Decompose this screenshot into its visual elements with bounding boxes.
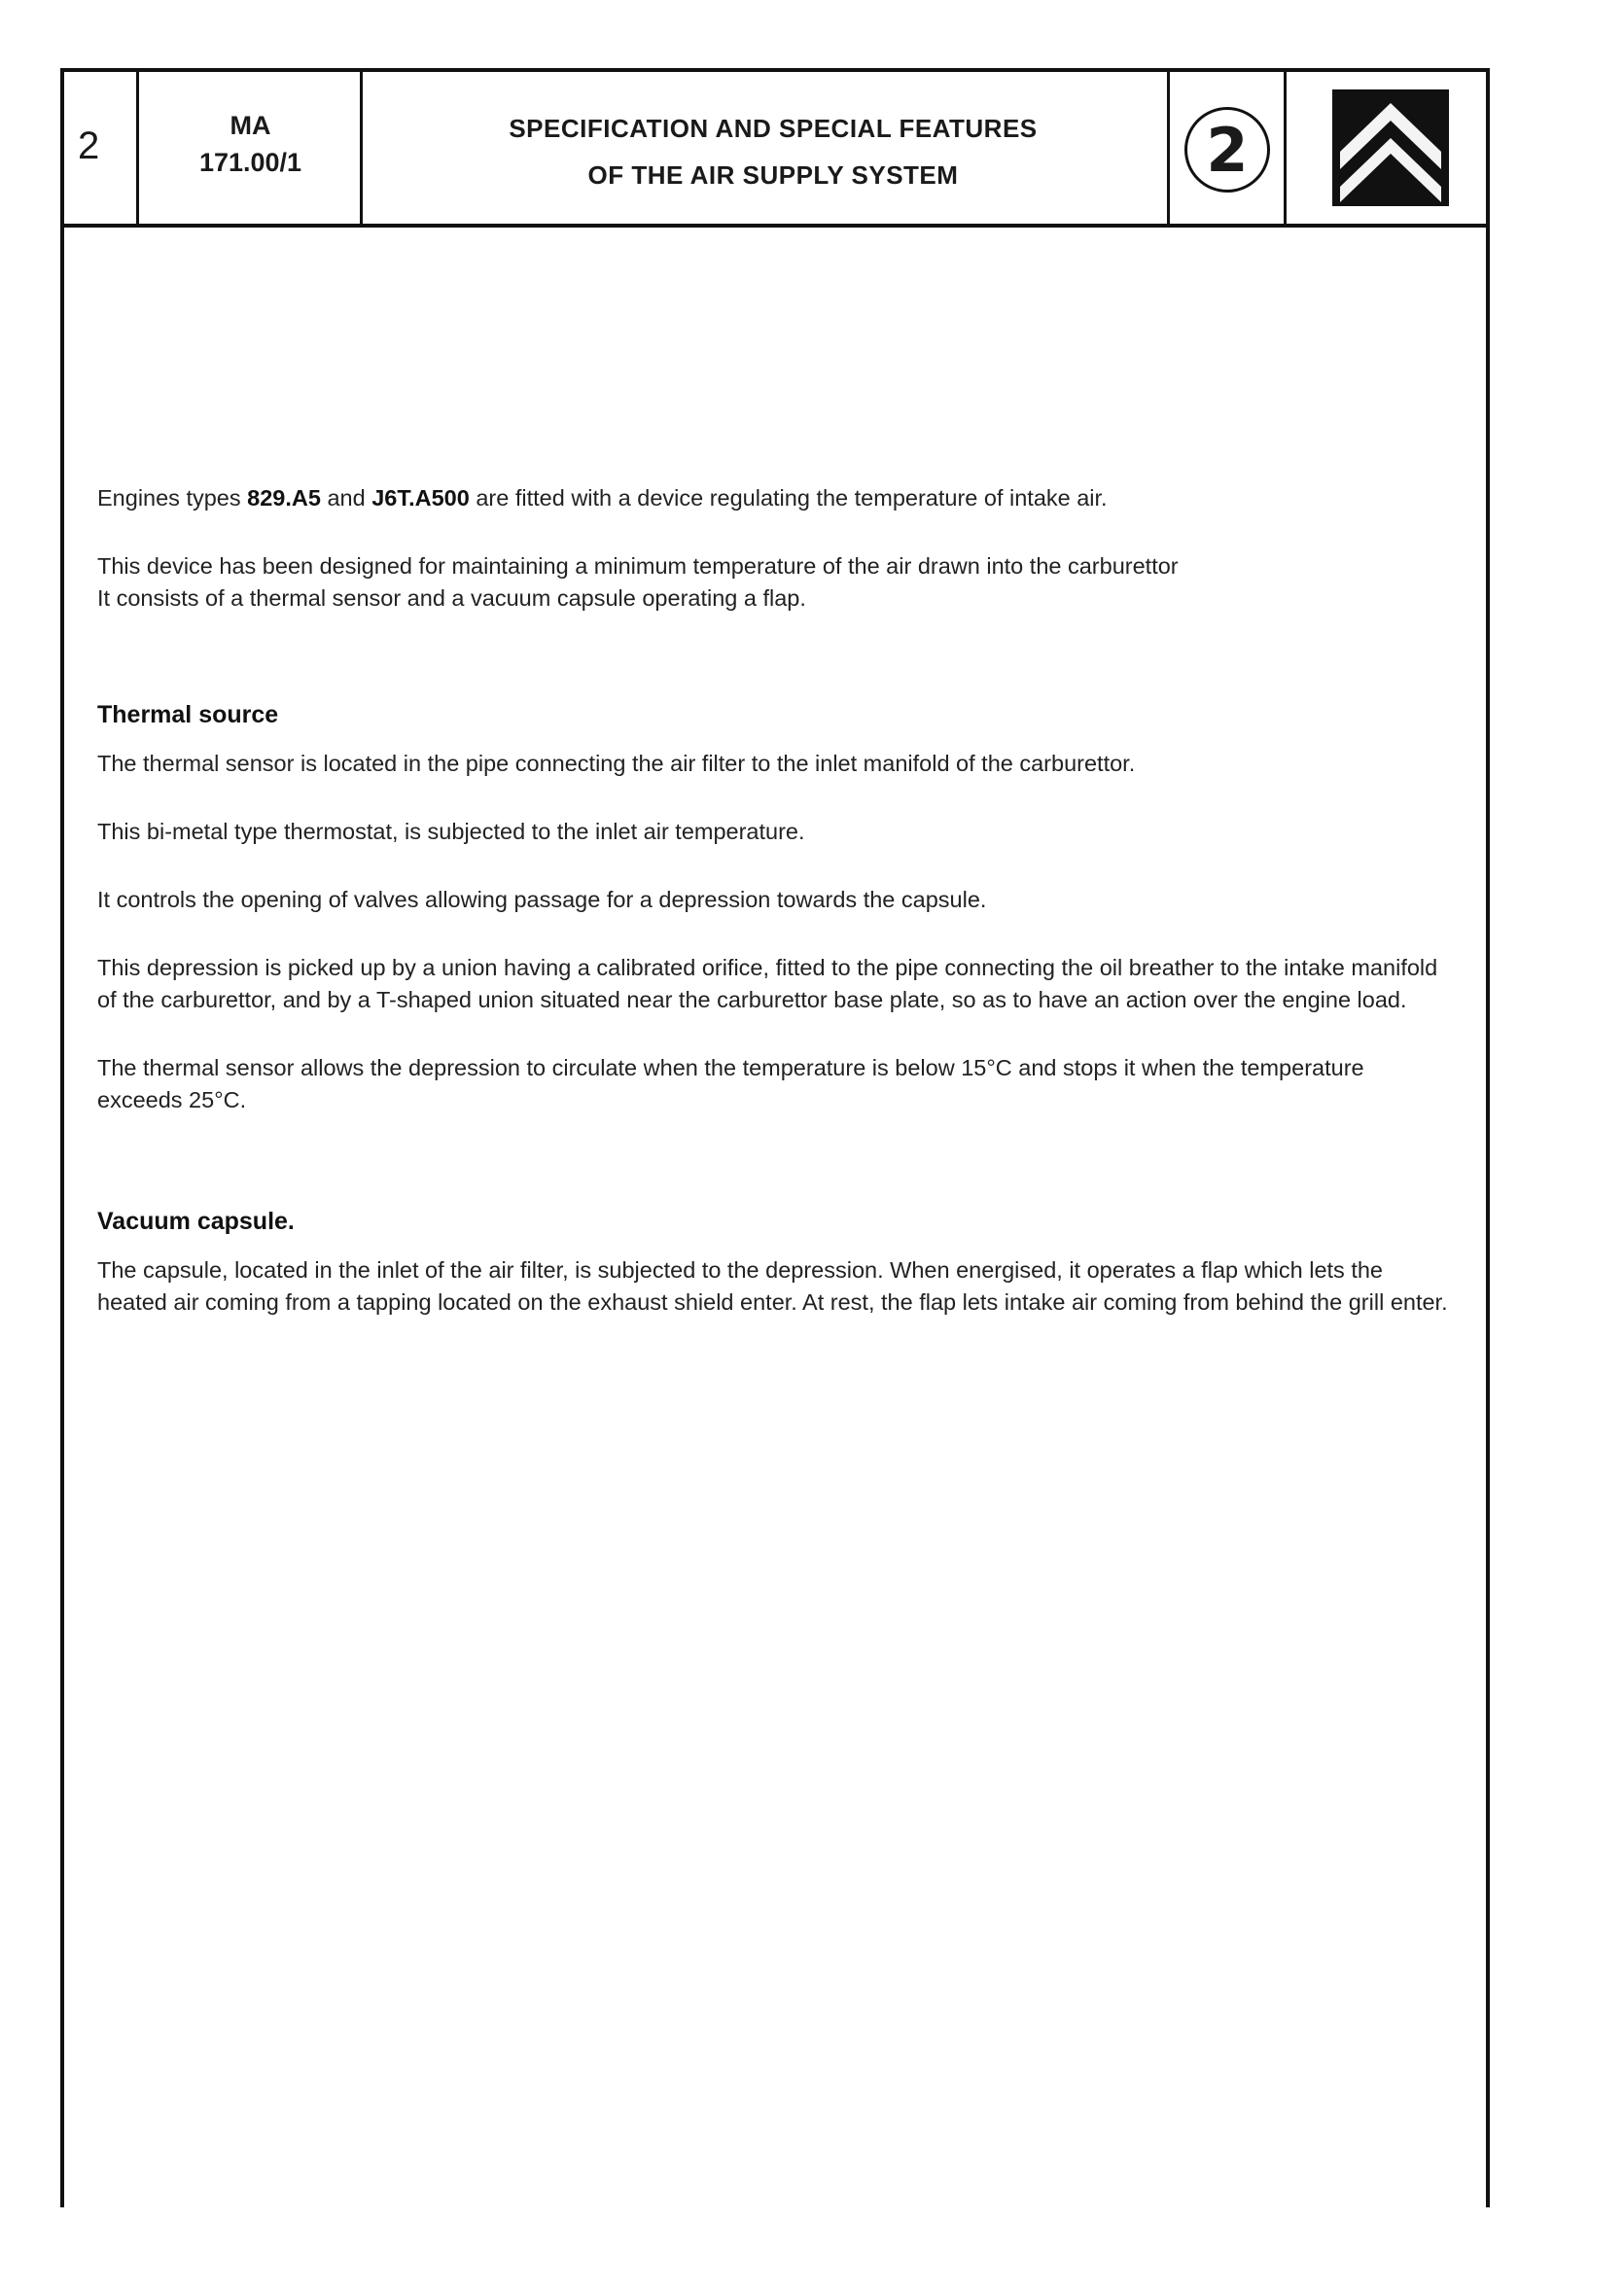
vacuum-paragraph-1: The capsule, located in the inlet of the air filter, is subjected to the depression. When energised, it operates a flap which lets the heated air coming from a tapping located on the exhaust shield enter. At rest, the flap lets intake air coming from behind the grill enter. xyxy=(97,1257,1448,1315)
header-separator xyxy=(136,68,139,228)
thermal-paragraph-3: It controls the opening of valves allowing passage for a depression towards the capsule. xyxy=(97,887,987,912)
document-title xyxy=(365,105,1182,198)
page-frame-right xyxy=(1486,68,1490,2207)
header-divider xyxy=(60,224,1490,228)
document-reference xyxy=(141,107,360,181)
thermal-paragraph-5: The thermal sensor allows the depression to circulate when the temperature is below 15°C and stops it when the temperature exceeds 25°C. xyxy=(97,1055,1364,1112)
vacuum-capsule-heading: Vacuum capsule. xyxy=(97,1208,295,1235)
page-frame-left xyxy=(60,68,64,2207)
intro-paragraph-1 xyxy=(97,482,1451,514)
citroen-logo-icon xyxy=(1332,89,1449,206)
text-line: This device has been designed for maintaining a minimum temperature of the air drawn into the carburettor xyxy=(97,553,1179,579)
engine-type-2: J6T.A500 xyxy=(371,485,470,511)
engine-type-1: 829.A5 xyxy=(247,485,321,511)
section-number: 2 xyxy=(1206,114,1249,186)
text-segment: and xyxy=(320,485,372,511)
thermal-paragraph-2: This bi-metal type thermostat, is subjected to the inlet air temperature. xyxy=(97,819,805,844)
header-separator xyxy=(360,68,363,228)
thermal-paragraph-1: The thermal sensor is located in the pipe connecting the air filter to the inlet manifold of the carburettor. xyxy=(97,751,1136,776)
reference-line-1: MA xyxy=(229,111,271,140)
title-line-2: OF THE AIR SUPPLY SYSTEM xyxy=(587,160,959,190)
thermal-paragraph-4: This depression is picked up by a union having a calibrated orifice, fitted to the pipe connecting the oil breather to the intake manifold of the carburettor, and by a T-shaped union situated near the carburettor base plate, so as to have an action over the engine load. xyxy=(97,955,1438,1012)
thermal-source-heading: Thermal source xyxy=(97,701,279,728)
page-frame-top xyxy=(60,68,1490,72)
reference-line-2: 171.00/1 xyxy=(198,148,302,177)
text-segment: are fitted with a device regulating the temperature of intake air. xyxy=(469,485,1108,511)
text-segment: Engines types xyxy=(97,485,248,511)
page-number: 2 xyxy=(78,124,100,167)
text-line: It consists of a thermal sensor and a vacuum capsule operating a flap. xyxy=(97,585,806,611)
document-body xyxy=(97,482,1451,1355)
section-number-badge xyxy=(1184,107,1270,193)
title-line-1: SPECIFICATION AND SPECIAL FEATURES xyxy=(509,114,1038,143)
intro-paragraph-2 xyxy=(97,550,1451,615)
header-separator xyxy=(1284,68,1287,228)
